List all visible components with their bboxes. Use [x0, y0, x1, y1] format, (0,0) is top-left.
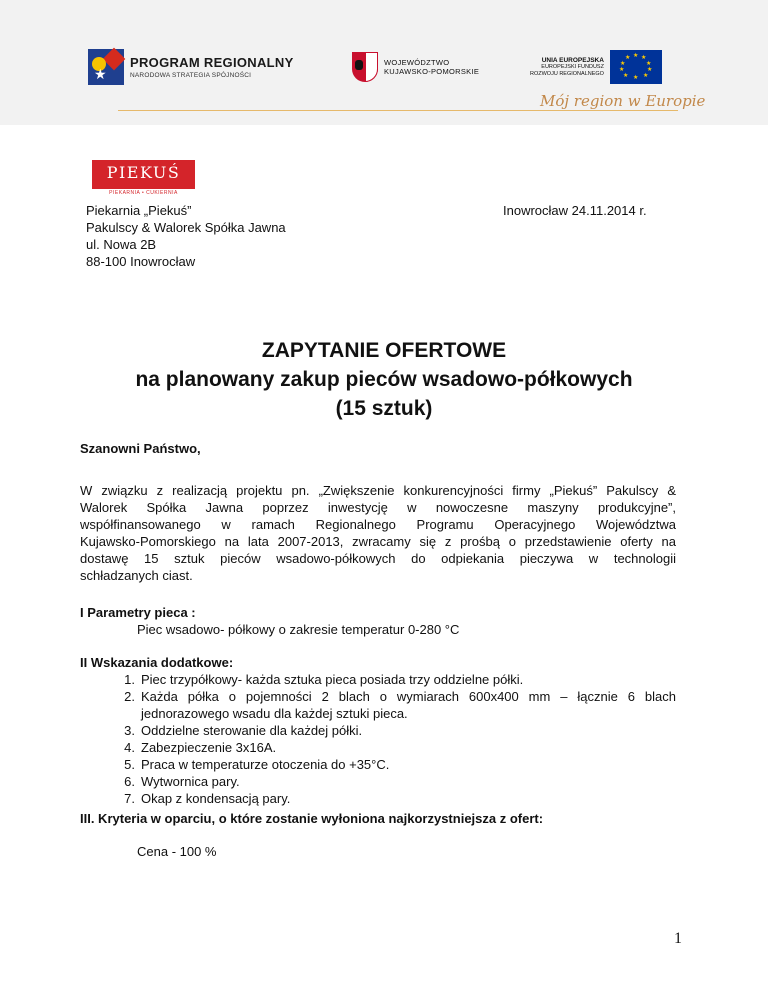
wojewodztwo-line1: WOJEWÓDZTWO: [384, 58, 450, 67]
intro-paragraph: [80, 482, 676, 584]
list-item: [80, 790, 676, 807]
list-item: [80, 688, 676, 722]
greeting: Szanowni Państwo,: [80, 441, 201, 456]
sender-line: 88-100 Inowrocław: [86, 254, 196, 269]
eu-logo: [530, 50, 662, 84]
coat-of-arms-icon: [352, 52, 378, 82]
intro-line: schładzanych ciast.: [80, 568, 193, 583]
list-item: [80, 773, 676, 790]
section1-heading: I Parametry pieca :: [80, 605, 196, 620]
document-title: ZAPYTANIE OFERTOWE: [261, 339, 507, 362]
list-item-number: 7.: [124, 791, 135, 806]
list-item-number: 4.: [124, 740, 135, 755]
list-item-text: Praca w temperaturze otoczenia do +35°C.: [141, 757, 390, 772]
list-item: [80, 739, 676, 756]
list-item-text: Piec trzypółkowy- każda sztuka pieca posiada trzy oddzielne półki.: [141, 672, 524, 687]
wojewodztwo-line2: KUJAWSKO-POMORSKIE: [384, 67, 480, 76]
intro-line: Kujawsko-Pomorskiego na lata 2007-2013, zwracamy się z prośbą o przedstawienie oferty na: [80, 534, 676, 549]
sender-line: Piekarnia „Piekuś”: [86, 203, 192, 218]
list-item-number: 1.: [124, 672, 135, 687]
document-title-line3: (15 sztuk): [335, 397, 433, 420]
page-number: 1: [674, 930, 682, 947]
document-title-line2: na planowany zakup pieców wsadowo-półkowych: [135, 368, 633, 391]
program-regionalny-emblem-icon: ★: [88, 49, 124, 85]
eu-flag-icon: ★ ★ ★ ★ ★ ★ ★ ★ ★ ★: [610, 50, 662, 84]
list-item-text: Okap z kondensacją pary.: [141, 791, 291, 806]
sender-line: Pakulscy & Walorek Spółka Jawna: [86, 220, 286, 235]
piekus-logo-underline: [92, 188, 195, 189]
list-item-text: Wytwornica pary.: [141, 774, 240, 789]
eu-line2: EUROPEJSKI FUNDUSZ: [541, 63, 604, 70]
list-item-number: 3.: [124, 723, 135, 738]
program-regionalny-logo: [88, 45, 294, 89]
section1-body: Piec wsadowo- półkowy o zakresie temperatur 0-280 °C: [137, 622, 460, 637]
section3-body: Cena - 100 %: [137, 844, 217, 859]
eu-line1: UNIA EUROPEJSKA: [541, 56, 604, 64]
list-item-number: 5.: [124, 757, 135, 772]
intro-line: współfinansowanego w ramach Regionalnego Programu Operacyjnego Województwa: [80, 517, 676, 532]
requirements-list: [80, 671, 676, 807]
list-item-number: 2.: [124, 689, 135, 704]
header-divider: [118, 110, 678, 111]
document-date: Inowrocław 24.11.2014 r.: [503, 203, 647, 218]
sender-line: ul. Nowa 2B: [86, 237, 157, 252]
piekus-logo-name: PIEKUŚ: [106, 163, 181, 182]
list-item-text: Oddzielne sterowanie dla każdej półki.: [141, 723, 363, 738]
piekus-logo-tagline: PIEKARNIA • CUKIERNIA: [109, 190, 178, 196]
program-subtitle: NARODOWA STRATEGIA SPÓJNOŚCI: [130, 72, 252, 79]
intro-line: dostawę 15 sztuk pieców wsadowo-półkowych do odpiekania pieczywa w technologii: [80, 551, 676, 566]
list-item-text: Każda półka o pojemności 2 blach o wymiarach 600x400 mm – łącznie 6 blach jednorazowego wsadu dla każdej sztuki pieca.: [141, 689, 676, 721]
list-item-number: 6.: [124, 774, 135, 789]
sender-address: [86, 202, 286, 270]
list-item: [80, 756, 676, 773]
program-title: PROGRAM REGIONALNY: [130, 55, 294, 70]
list-item: [80, 722, 676, 739]
header-logos-band: [0, 0, 768, 125]
wojewodztwo-logo: [352, 52, 479, 82]
eu-line3: ROZWOJU REGIONALNEGO: [530, 70, 604, 77]
motto: Mój region w Europie: [540, 92, 706, 110]
section3-heading: III. Kryteria w oparciu, o które zostanie wyłoniona najkorzystniejsza z ofert:: [80, 811, 544, 826]
intro-line: Walorek Spółka Jawna poprzez inwestycję w nowoczesne maszyny produkcyjne”,: [80, 500, 676, 515]
intro-line: W związku z realizacją projektu pn. „Zwiększenie konkurencyjności firmy „Piekuś” Pakulscy &: [80, 483, 676, 498]
list-item-text: Zabezpieczenie 3x16A.: [141, 740, 277, 755]
section2-heading: II Wskazania dodatkowe:: [80, 655, 234, 670]
list-item: [80, 671, 676, 688]
piekus-logo: [92, 160, 195, 196]
